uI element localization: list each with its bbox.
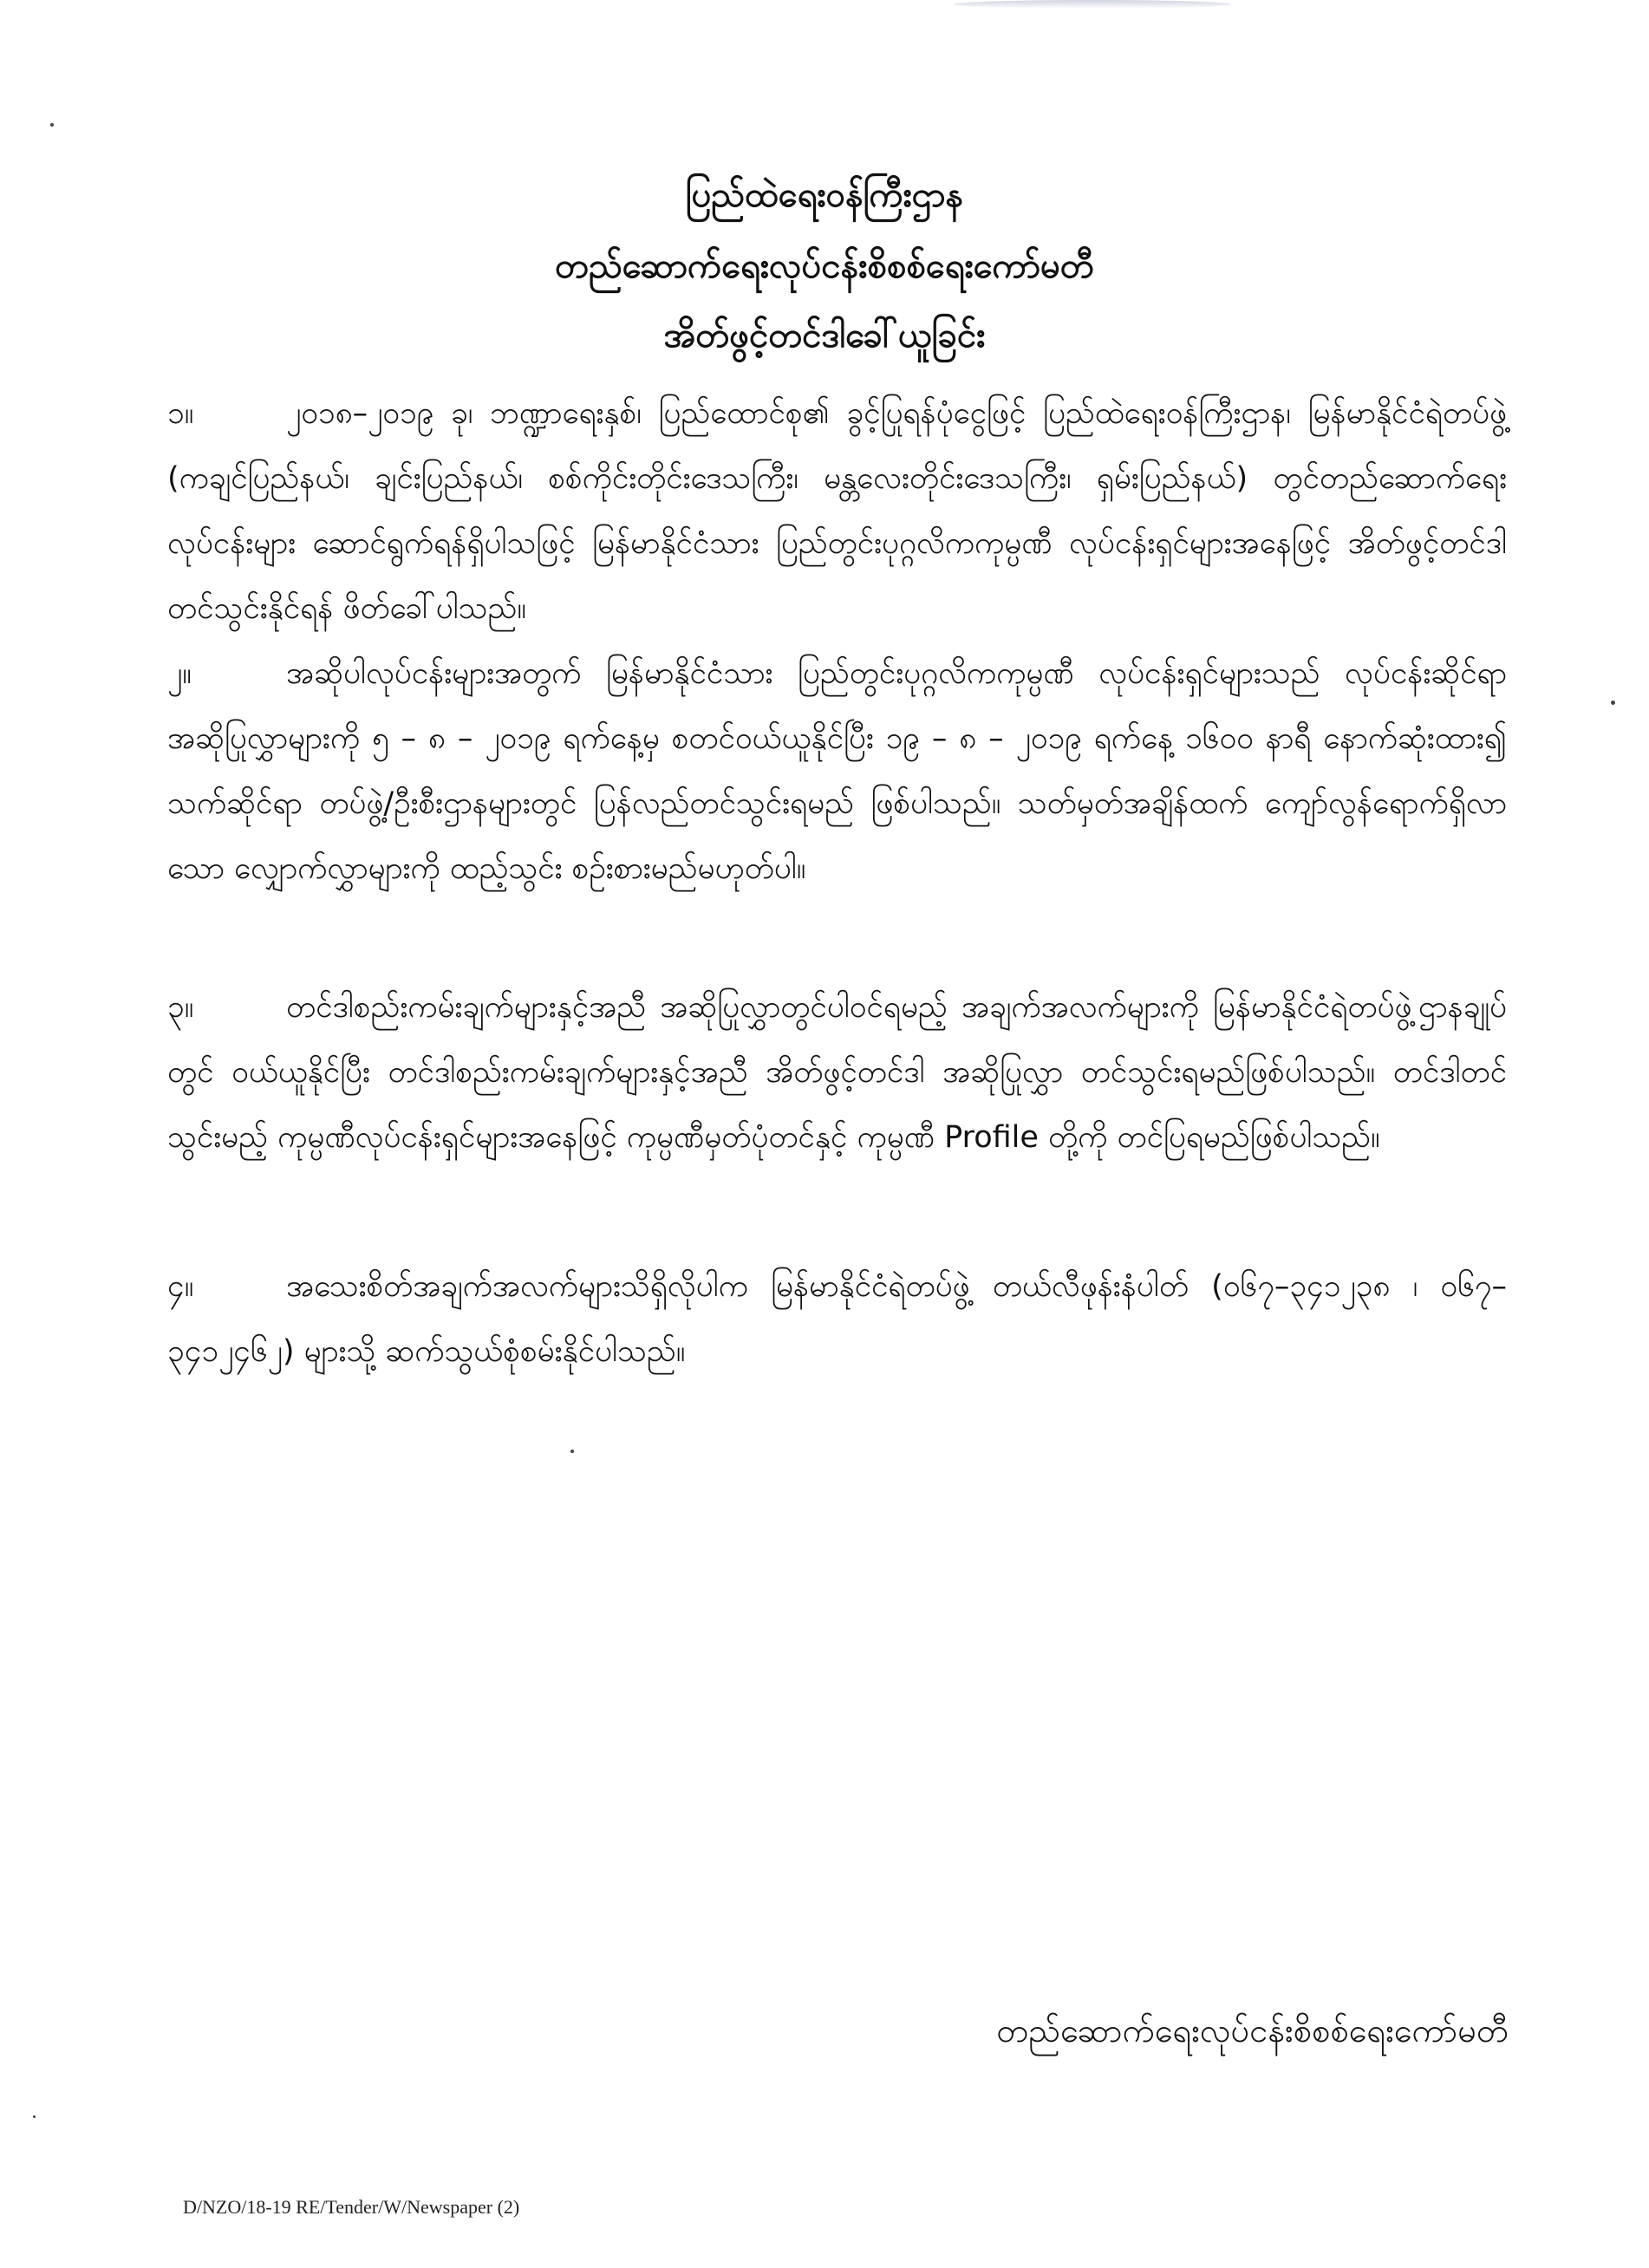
- paragraph-number: ၃။: [167, 990, 194, 1025]
- paragraph-text: အဆိုပါလုပ်ငန်းများအတွက် မြန်မာနိုင်ငံသား ပြည်တွင်းပုဂ္ဂလိကကုမ္ပဏီ လုပ်ငန်းရှင်များသည် လုပ်ငန်းဆိုင်ရာအဆိုပြုလွှာများကို ၅ – ၈ – ၂၀၁၉ ရက်နေ့မှ စတင်ဝယ်ယူနိုင်ပြီး ၁၉ – ၈ – ၂၀၁၉ ရက်နေ့ ၁၆၀၀ နာရီ နောက်ဆုံးထား၍ သက်ဆိုင်ရာ တပ်ဖွဲ့/ဦးစီးဌာနများတွင် ပြန်လည်တင်သွင်းရမည် ဖြစ်ပါသည်။ သတ်မှတ်အချိန်ထက် ကျော်လွန်ရောက်ရှိလာသော လျှောက်လွှာများကို ထည့်သွင်း စဉ်းစားမည်မဟုတ်ပါ။: [167, 656, 1507, 886]
- paragraph-4: [167, 1255, 1507, 1385]
- scan-speck: [33, 2115, 36, 2118]
- paragraph-number: ၄။: [167, 1269, 194, 1304]
- ministry-heading: ပြည်ထဲရေးဝန်ကြီးဌာန: [685, 175, 964, 215]
- paragraph-1: [167, 381, 1507, 642]
- paragraph-3: [167, 975, 1507, 1170]
- paragraph-2: [167, 642, 1507, 902]
- paragraph-text: ၂၀၁၈–၂၀၁၉ ခု၊ ဘဏ္ဍာရေးနှစ်၊ ပြည်ထောင်စု၏ ခွင့်ပြုရန်ပုံငွေဖြင့် ပြည်ထဲရေးဝန်ကြီးဌာန၊ မြန်မာနိုင်ငံရဲတပ်ဖွဲ့ (ကချင်ပြည်နယ်၊ ချင်းပြည်နယ်၊ စစ်ကိုင်းတိုင်းဒေသကြီး၊ မန္တလေးတိုင်းဒေသကြီး၊ ရှမ်းပြည်နယ်) တွင်တည်ဆောက်ရေးလုပ်ငန်းများ ဆောင်ရွက်ရန်ရှိပါသဖြင့် မြန်မာနိုင်ငံသား ပြည်တွင်းပုဂ္ဂလိကကုမ္ပဏီ လုပ်ငန်းရှင်များအနေဖြင့် အိတ်ဖွင့်တင်ဒါတင်သွင်းနိုင်ရန် ဖိတ်ခေါ်ပါသည်။: [167, 396, 1507, 626]
- paragraph-text: အသေးစိတ်အချက်အလက်များသိရှိလိုပါက မြန်မာနိုင်ငံရဲတပ်ဖွဲ့ တယ်လီဖုန်းနံပါတ် (၀၆၇–၃၄၁၂၃၈ ၊ ၀၆၇–၃၄၁၂၄၆၂) များသို့ ဆက်သွယ်စုံစမ်းနိုင်ပါသည်။: [167, 1269, 1507, 1369]
- scan-speck: [570, 1450, 574, 1453]
- committee-heading: တည်ဆောက်ရေးလုပ်ငန်းစိစစ်ရေးကော်မတီ: [555, 246, 1094, 286]
- scan-speck: [1611, 701, 1615, 705]
- scan-artifact: [954, 0, 1231, 9]
- paragraph-number: ၁။: [167, 396, 194, 431]
- signature-committee: တည်ဆောက်ရေးလုပ်ငန်းစိစစ်ရေးကော်မတီ: [996, 2011, 1509, 2050]
- scan-speck: [50, 123, 54, 127]
- paragraph-text: တင်ဒါစည်းကမ်းချက်များနှင့်အညီ အဆိုပြုလွှာတွင်ပါဝင်ရမည့် အချက်အလက်များကို မြန်မာနိုင်ငံရဲတပ်ဖွဲ့ဌာနချုပ်တွင် ဝယ်ယူနိုင်ပြီး တင်ဒါစည်းကမ်းချက်များနှင့်အညီ အိတ်ဖွင့်တင်ဒါ အဆိုပြုလွှာ တင်သွင်းရမည်ဖြစ်ပါသည်။ တင်ဒါတင်သွင်းမည့် ကုမ္ပဏီလုပ်ငန်းရှင်များအနေဖြင့် ကုမ္ပဏီမှတ်ပုံတင်နှင့် ကုမ္ပဏီ Profile တို့ကို တင်ပြရမည်ဖြစ်ပါသည်။: [167, 990, 1507, 1155]
- tender-title: အိတ်ဖွင့်တင်ဒါခေါ်ယူခြင်း: [663, 316, 986, 355]
- document-reference: D/NZO/18-19 RE/Tender/W/Newspaper (2): [183, 2196, 520, 2218]
- paragraph-number: ၂။: [167, 656, 192, 691]
